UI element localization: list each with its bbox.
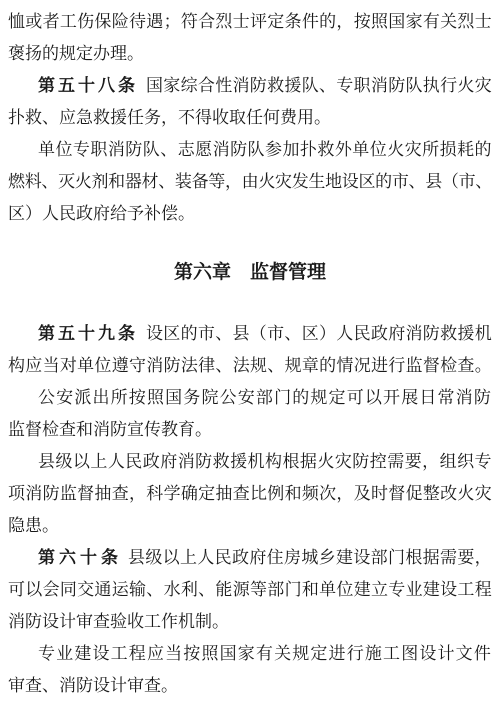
text-line	[0, 102, 500, 134]
line-text: 专业建设工程应当按照国家有关规定进行施工图设计文件	[38, 644, 492, 664]
line-text: 县级以上人民政府消防救援机构根据火灾防控需要，组织专	[38, 452, 492, 472]
line-text: 项消防监督抽查，科学确定抽查比例和频次，及时督促整改火灾	[8, 484, 492, 504]
text-line	[0, 414, 500, 446]
text-line	[0, 6, 500, 38]
line-text: 审查、消防设计审查。	[8, 676, 178, 696]
text-line	[0, 350, 500, 382]
line-text: 隐患。	[8, 516, 59, 536]
line-text: 构应当对单位遵守消防法律、法规、规章的情况进行监督检查。	[8, 356, 492, 376]
text-line	[0, 606, 500, 638]
line-text: 扑救、应急救援任务，不得收取任何费用。	[8, 108, 331, 128]
line-text: 恤或者工伤保险待遇；符合烈士评定条件的，按照国家有关烈士	[8, 12, 492, 32]
text-line	[0, 198, 500, 230]
article-line	[0, 70, 500, 102]
text-line	[0, 478, 500, 510]
line-text: 国家综合性消防救援队、专职消防队执行火灾	[146, 76, 492, 96]
text-line	[0, 510, 500, 542]
line-text: 消防设计审查验收工作机制。	[8, 612, 229, 632]
line-text: 监督检查和消防宣传教育。	[8, 420, 212, 440]
line-text: 燃料、灭火剂和器材、装备等，由火灾发生地设区的市、县（市、	[8, 172, 492, 192]
line-text: 设区的市、县（市、区）人民政府消防救援机	[146, 324, 492, 344]
text-line	[0, 446, 500, 478]
line-text: 县级以上人民政府住房城乡建设部门根据需要，	[128, 548, 492, 568]
article-label-59: 第五十九条	[38, 324, 138, 344]
text-line	[0, 638, 500, 670]
text-line	[0, 38, 500, 70]
article-line	[0, 542, 500, 574]
article-label-60: 第六十条	[38, 548, 122, 568]
line-text: 区）人民政府给予补偿。	[8, 204, 195, 224]
line-text: 单位专职消防队、志愿消防队参加扑救外单位火灾所损耗的	[38, 140, 492, 160]
text-line	[0, 166, 500, 198]
text-line	[0, 670, 500, 702]
line-text: 可以会同交通运输、水利、能源等部门和单位建立专业建设工程	[8, 580, 492, 600]
article-line	[0, 318, 500, 350]
article-label-58: 第五十八条	[38, 76, 138, 96]
line-text: 褒扬的规定办理。	[8, 44, 144, 64]
chapter-heading: 第六章 监督管理	[173, 261, 326, 283]
line-text: 公安派出所按照国务院公安部门的规定可以开展日常消防	[38, 388, 492, 408]
text-line	[0, 382, 500, 414]
text-line	[0, 574, 500, 606]
text-line	[0, 134, 500, 166]
